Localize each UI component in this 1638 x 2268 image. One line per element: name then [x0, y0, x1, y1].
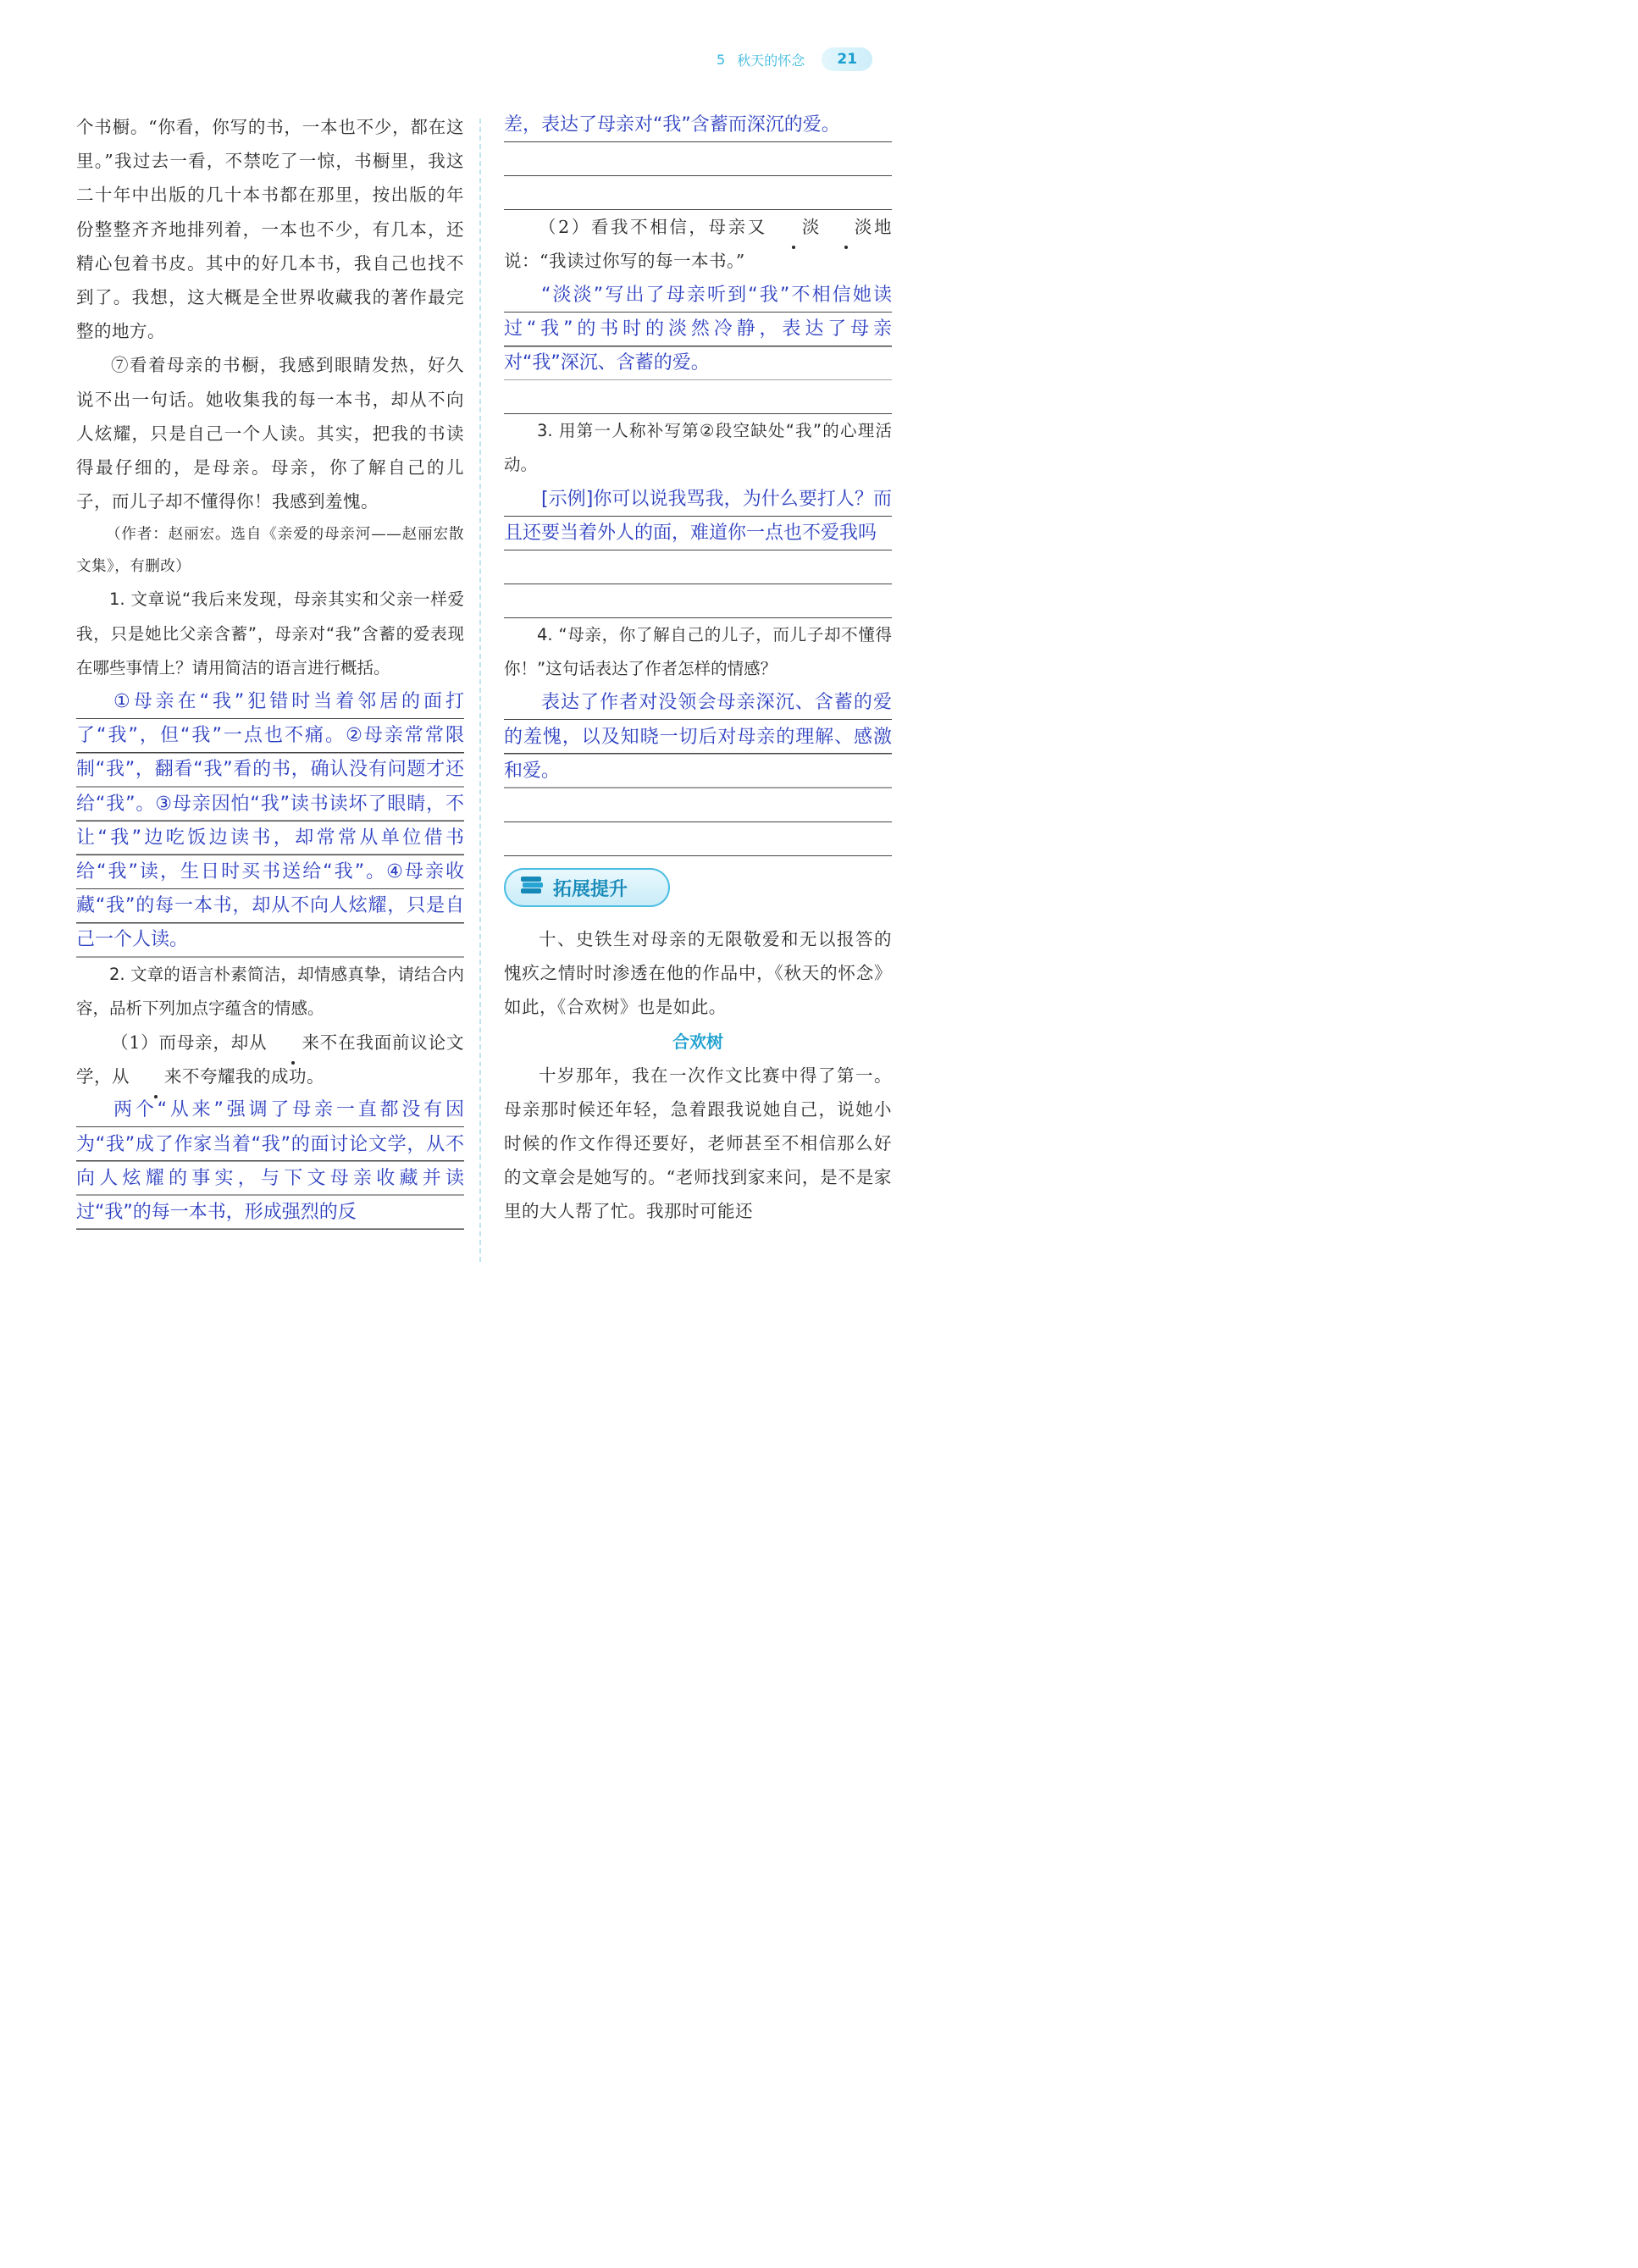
blank-answer-lines[interactable]	[504, 142, 892, 210]
source-note: （作者：赵丽宏。选自《亲爱的母亲河——赵丽宏散文集》，有删改）	[76, 526, 464, 576]
answer-3[interactable]: [示例]你可以说我骂我，为什么要打人？而且还要当着外人的面，难道你一点也不爱我吗	[504, 483, 892, 550]
chapter-number: 5	[717, 51, 726, 68]
q2-2-text-b: 地说：“我读过你写的每一本书。”	[504, 217, 893, 272]
chapter-title: 秋天的怀念	[737, 52, 805, 69]
question-2-2	[504, 210, 892, 278]
q2-1-text-a: （1）而母亲，却从	[111, 1032, 268, 1054]
emphasis-dot-char: 淡	[767, 210, 820, 244]
question-2-1	[76, 1026, 464, 1093]
q2-1-text-c: 不夸耀我的成功。	[182, 1066, 324, 1087]
question-2: 2. 文章的语言朴素简洁，却情感真挚，请结合内容，品析下列加点字蕴含的情感。	[76, 964, 464, 1018]
section-badge-extension	[504, 868, 670, 907]
question-4: 4. “母亲，你了解自己的儿子，而儿子却不懂得你！”这句话表达了作者怎样的情感？	[504, 625, 892, 679]
passage-paragraph-6: 个书橱。“你看，你写的书，一本也不少，都在这里。”我过去一看，不禁吃了一惊，书橱里，我这二十年中出版的几十本书都在那里，按出版的年份整整齐齐地排列着，一本也不少，有几本，还精心包着书皮。其中的好几本书，我自己也找不到了。我想，这大概是全世界收藏我的著作最完整的地方。	[76, 117, 464, 342]
question-3: 3. 用第一人称补写第②段空缺处“我”的心理活动。	[504, 421, 892, 475]
page-number-badge: 21	[822, 47, 872, 71]
books-stack-icon	[519, 875, 545, 900]
section-label: 拓展提升	[553, 878, 628, 900]
question-1: 1. 文章说“我后来发现，母亲其实和父亲一样爱我，只是她比父亲含蓄”，母亲对“我”含蓄的爱表现在哪些事情上？请用简洁的语言进行概括。	[76, 589, 464, 678]
column-divider	[479, 119, 481, 1262]
blank-answer-lines[interactable]	[504, 550, 892, 618]
story-title: 合欢树	[672, 1031, 723, 1052]
q2-1-text-b: 不在我面前议论文学，从	[76, 1032, 465, 1087]
answer-2-1-continued[interactable]: 差，表达了母亲对“我”含蓄而深沉的爱。	[504, 108, 892, 142]
answer-4[interactable]: 表达了作者对没领会母亲深沉、含蓄的爱的羞愧，以及知晓一切后对母亲的理解、感激和爱。	[504, 686, 892, 788]
right-column	[504, 108, 892, 1229]
emphasis-dot-char: 来	[130, 1059, 182, 1093]
story-text: 十岁那年，我在一次作文比赛中得了第一。母亲那时候还年轻，急着跟我说她自己，说她小时候的作文作得还要好，老师甚至不相信那么好的文章会是她写的。“老师找到家来问，是不是家里的大人帮了忙。我那时可能还	[504, 1065, 892, 1222]
blank-answer-lines[interactable]	[504, 788, 892, 856]
answer-2-2[interactable]: “淡淡”写出了母亲听到“我”不相信她读过“我”的书时的淡然冷静，表达了母亲对“我”深沉、含蓄的爱。	[504, 279, 892, 381]
question-10-intro: 十、史铁生对母亲的无限敬爱和无以报答的愧疚之情时时渗透在他的作品中，《秋天的怀念》如此，《合欢树》也是如此。	[504, 929, 892, 1018]
page-header	[717, 47, 872, 71]
blank-answer-lines[interactable]	[504, 380, 892, 414]
emphasis-dot-char: 淡	[820, 210, 872, 244]
passage-paragraph-7: ⑦看着母亲的书橱，我感到眼睛发热，好久说不出一句话。她收集我的每一本书，却从不向人炫耀，只是自己一个人读。其实，把我的书读得最仔细的，是母亲。母亲，你了解自己的儿子，而儿子却不懂得你！我感到羞愧。	[76, 355, 464, 512]
q2-2-text-a: （2）看我不相信，母亲又	[539, 217, 767, 238]
left-column	[76, 110, 464, 1230]
answer-2-1[interactable]: 两个“从来”强调了母亲一直都没有因为“我”成了作家当着“我”的面讨论文学，从不向人炫耀的事实，与下文母亲收藏并读过“我”的每一本书，形成强烈的反	[76, 1093, 464, 1230]
emphasis-dot-char: 来	[267, 1026, 319, 1059]
answer-1[interactable]: ①母亲在“我”犯错时当着邻居的面打了“我”，但“我”一点也不痛。②母亲常常限制“我”，翻看“我”看的书，确认没有问题才还给“我”。③母亲因怕“我”读书读坏了眼睛，不让“我”边吃饭边读书，却常常从单位借书给“我”读，生日时买书送给“我”。④母亲收藏“我”的每一本书，却从不向人炫耀，只是自己一个人读。	[76, 685, 464, 958]
